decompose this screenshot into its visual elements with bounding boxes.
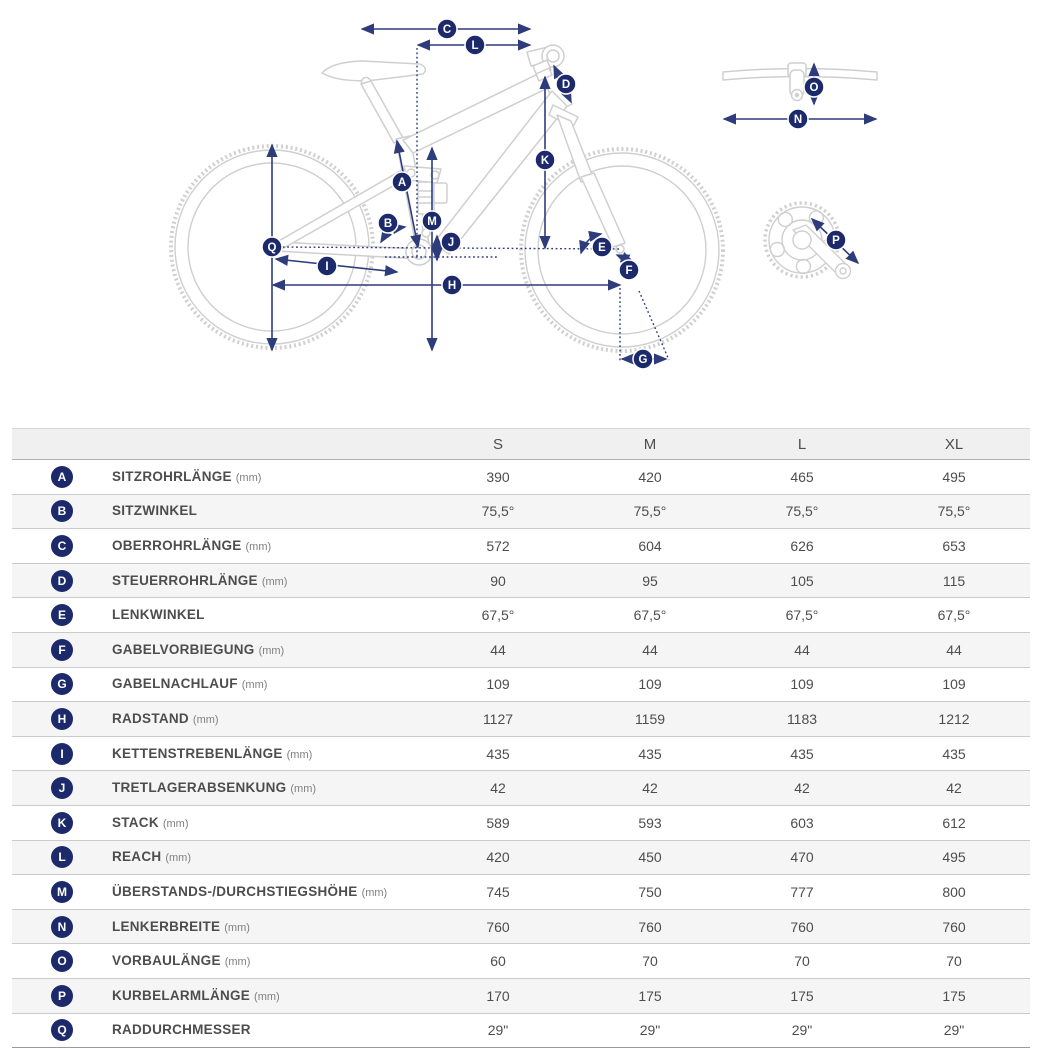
geometry-value: 175 xyxy=(574,988,726,1004)
geometry-value: 572 xyxy=(422,538,574,554)
bike-geometry-diagram xyxy=(0,0,1042,420)
measurement-unit: (mm) xyxy=(225,956,251,968)
measurement-label: SITZROHRLÄNGE xyxy=(112,469,232,484)
diagram-marker-letter: D xyxy=(562,79,570,91)
geometry-value: 42 xyxy=(878,780,1030,796)
measurement-label: STACK xyxy=(112,815,159,830)
diagram-marker-letter: H xyxy=(448,280,456,292)
size-column-header-l: L xyxy=(726,436,878,453)
measurement-unit: (mm) xyxy=(262,576,288,588)
geometry-value: 109 xyxy=(726,676,878,692)
geometry-table-body xyxy=(12,460,1030,1048)
geometry-value: 760 xyxy=(726,919,878,935)
geometry-value: 495 xyxy=(878,469,1030,485)
geometry-value: 604 xyxy=(574,538,726,554)
measurement-label: KETTENSTREBENLÄNGE xyxy=(112,746,283,761)
geometry-value: 603 xyxy=(726,815,878,831)
geometry-value: 1159 xyxy=(574,711,726,727)
geometry-value: 70 xyxy=(574,953,726,969)
row-marker-badge: C xyxy=(51,535,73,557)
geometry-value: 435 xyxy=(574,746,726,762)
geometry-value: 44 xyxy=(574,642,726,658)
geometry-table-header xyxy=(12,429,1030,460)
geometry-row xyxy=(12,564,1030,599)
measurement-unit: (mm) xyxy=(236,472,262,484)
geometry-value: 175 xyxy=(726,988,878,1004)
diagram-marker-letter: K xyxy=(541,155,550,167)
measurement-unit: (mm) xyxy=(224,922,250,934)
bike-diagram-svg xyxy=(0,0,1042,420)
measurement-label: SITZWINKEL xyxy=(112,503,197,518)
geometry-value: 760 xyxy=(878,919,1030,935)
geometry-value: 170 xyxy=(422,988,574,1004)
geometry-row xyxy=(12,668,1030,703)
geometry-value: 435 xyxy=(422,746,574,762)
bottom-bracket xyxy=(412,245,426,259)
geometry-row xyxy=(12,702,1030,737)
measurement-unit: (mm) xyxy=(246,541,272,553)
geometry-value: 29" xyxy=(726,1022,878,1038)
measurement-unit: (mm) xyxy=(165,852,191,864)
diagram-marker-letter: A xyxy=(398,177,406,189)
geometry-value: 44 xyxy=(726,642,878,658)
diagram-marker-letter: M xyxy=(427,216,437,228)
geometry-value: 1183 xyxy=(726,711,878,727)
row-marker-badge: Q xyxy=(51,1019,73,1041)
geometry-value: 29" xyxy=(422,1022,574,1038)
geometry-value: 95 xyxy=(574,573,726,589)
geometry-value: 29" xyxy=(574,1022,726,1038)
geometry-value: 745 xyxy=(422,884,574,900)
geometry-row xyxy=(12,1014,1030,1048)
geometry-value: 589 xyxy=(422,815,574,831)
geometry-value: 626 xyxy=(726,538,878,554)
geometry-row xyxy=(12,460,1030,495)
geometry-value: 653 xyxy=(878,538,1030,554)
measurement-label: KURBELARMLÄNGE xyxy=(112,988,250,1003)
geometry-value: 67,5° xyxy=(726,607,878,623)
geometry-value: 777 xyxy=(726,884,878,900)
geometry-value: 44 xyxy=(878,642,1030,658)
fork-lower-leg xyxy=(581,173,625,247)
geometry-value: 75,5° xyxy=(574,503,726,519)
row-marker-badge: K xyxy=(51,812,73,834)
geometry-row xyxy=(12,529,1030,564)
geometry-value: 593 xyxy=(574,815,726,831)
pedal-eye xyxy=(836,264,851,279)
seatpost xyxy=(361,81,403,143)
geometry-value: 90 xyxy=(422,573,574,589)
geometry-value: 109 xyxy=(574,676,726,692)
row-marker-badge: N xyxy=(51,916,73,938)
geometry-value: 760 xyxy=(574,919,726,935)
geometry-value: 67,5° xyxy=(878,607,1030,623)
measurement-unit: (mm) xyxy=(259,645,285,657)
diagram-marker-letter: B xyxy=(384,218,392,230)
saddle xyxy=(322,61,425,81)
geometry-value: 470 xyxy=(726,849,878,865)
geometry-value: 42 xyxy=(726,780,878,796)
geometry-value: 44 xyxy=(422,642,574,658)
row-marker-badge: B xyxy=(51,500,73,522)
handlebar-top-view xyxy=(723,63,877,101)
measurement-unit: (mm) xyxy=(193,714,219,726)
geometry-value: 435 xyxy=(878,746,1030,762)
measurement-unit: (mm) xyxy=(242,679,268,691)
diagram-marker-letter: C xyxy=(443,24,451,36)
geometry-value: 1212 xyxy=(878,711,1030,727)
geometry-value: 75,5° xyxy=(726,503,878,519)
measurement-label: GABELNACHLAUF xyxy=(112,676,238,691)
diagram-marker-letter: I xyxy=(325,261,328,273)
measurement-label: VORBAULÄNGE xyxy=(112,953,221,968)
geometry-value: 70 xyxy=(726,953,878,969)
geometry-row xyxy=(12,598,1030,633)
geometry-row xyxy=(12,806,1030,841)
diagram-marker-letter: N xyxy=(794,114,802,126)
geometry-value: 75,5° xyxy=(878,503,1030,519)
measurement-label: STEUERROHRLÄNGE xyxy=(112,573,258,588)
geometry-value: 109 xyxy=(878,676,1030,692)
geometry-value: 420 xyxy=(574,469,726,485)
diagram-marker-letter: F xyxy=(625,265,632,277)
row-marker-badge: G xyxy=(51,673,73,695)
row-marker-badge: F xyxy=(51,639,73,661)
geometry-value: 67,5° xyxy=(422,607,574,623)
geometry-value: 1127 xyxy=(422,711,574,727)
measurement-label: ÜBERSTANDS-/DURCHSTIEGSHÖHE xyxy=(112,884,358,899)
row-marker-badge: D xyxy=(51,570,73,592)
geometry-value: 495 xyxy=(878,849,1030,865)
measurement-unit: (mm) xyxy=(254,991,280,1003)
row-marker-badge: H xyxy=(51,708,73,730)
diagram-marker-letter: Q xyxy=(268,242,277,254)
diagram-marker-letter: O xyxy=(810,82,819,94)
geometry-value: 42 xyxy=(422,780,574,796)
diagram-marker-letter: L xyxy=(471,40,478,52)
size-column-header-m: M xyxy=(574,436,726,453)
measurement-label: GABELVORBIEGUNG xyxy=(112,642,255,657)
geometry-table xyxy=(12,428,1030,1048)
geometry-value: 420 xyxy=(422,849,574,865)
row-marker-badge: O xyxy=(51,950,73,972)
row-marker-badge: J xyxy=(51,777,73,799)
row-marker-badge: L xyxy=(51,846,73,868)
measurement-label: LENKERBREITE xyxy=(112,919,220,934)
geometry-value: 750 xyxy=(574,884,726,900)
row-marker-badge: E xyxy=(51,604,73,626)
size-column-header-xl: XL xyxy=(878,436,1030,453)
geometry-value: 115 xyxy=(878,573,1030,589)
row-marker-badge: A xyxy=(51,466,73,488)
geometry-value: 42 xyxy=(574,780,726,796)
geometry-row xyxy=(12,910,1030,945)
measurement-label: LENKWINKEL xyxy=(112,607,205,622)
geometry-row xyxy=(12,875,1030,910)
geometry-row xyxy=(12,771,1030,806)
geometry-value: 29" xyxy=(878,1022,1030,1038)
geometry-value: 390 xyxy=(422,469,574,485)
geometry-row xyxy=(12,495,1030,530)
diagram-marker-letter: J xyxy=(448,237,454,249)
measurement-unit: (mm) xyxy=(163,818,189,830)
geometry-value: 465 xyxy=(726,469,878,485)
geometry-value: 67,5° xyxy=(574,607,726,623)
geometry-row xyxy=(12,737,1030,772)
geometry-row xyxy=(12,944,1030,979)
measurement-label: OBERROHRLÄNGE xyxy=(112,538,242,553)
geometry-value: 75,5° xyxy=(422,503,574,519)
geometry-value: 70 xyxy=(878,953,1030,969)
geometry-value: 105 xyxy=(726,573,878,589)
geometry-value: 760 xyxy=(422,919,574,935)
geometry-row xyxy=(12,633,1030,668)
measurement-label: TRETLAGERABSENKUNG xyxy=(112,780,286,795)
diagram-marker-letter: G xyxy=(639,354,648,366)
diagram-marker-letter: P xyxy=(832,235,840,247)
measurement-unit: (mm) xyxy=(287,749,313,761)
crank-spindle xyxy=(793,231,811,249)
size-column-header-s: S xyxy=(422,436,574,453)
geometry-value: 450 xyxy=(574,849,726,865)
geometry-value: 435 xyxy=(726,746,878,762)
measurement-label: RADSTAND xyxy=(112,711,189,726)
geometry-value: 175 xyxy=(878,988,1030,1004)
measurement-label: RADDURCHMESSER xyxy=(112,1022,251,1037)
geometry-value: 612 xyxy=(878,815,1030,831)
measurement-label: REACH xyxy=(112,849,161,864)
row-marker-badge: M xyxy=(51,881,73,903)
geometry-value: 800 xyxy=(878,884,1030,900)
fork-stanchion xyxy=(557,115,593,182)
diagram-marker-letter: E xyxy=(598,242,606,254)
measurement-unit: (mm) xyxy=(362,887,388,899)
geometry-value: 109 xyxy=(422,676,574,692)
geometry-value: 60 xyxy=(422,953,574,969)
geometry-row xyxy=(12,841,1030,876)
row-marker-badge: P xyxy=(51,985,73,1007)
geometry-row xyxy=(12,979,1030,1014)
measurement-unit: (mm) xyxy=(290,783,316,795)
row-marker-badge: I xyxy=(51,743,73,765)
